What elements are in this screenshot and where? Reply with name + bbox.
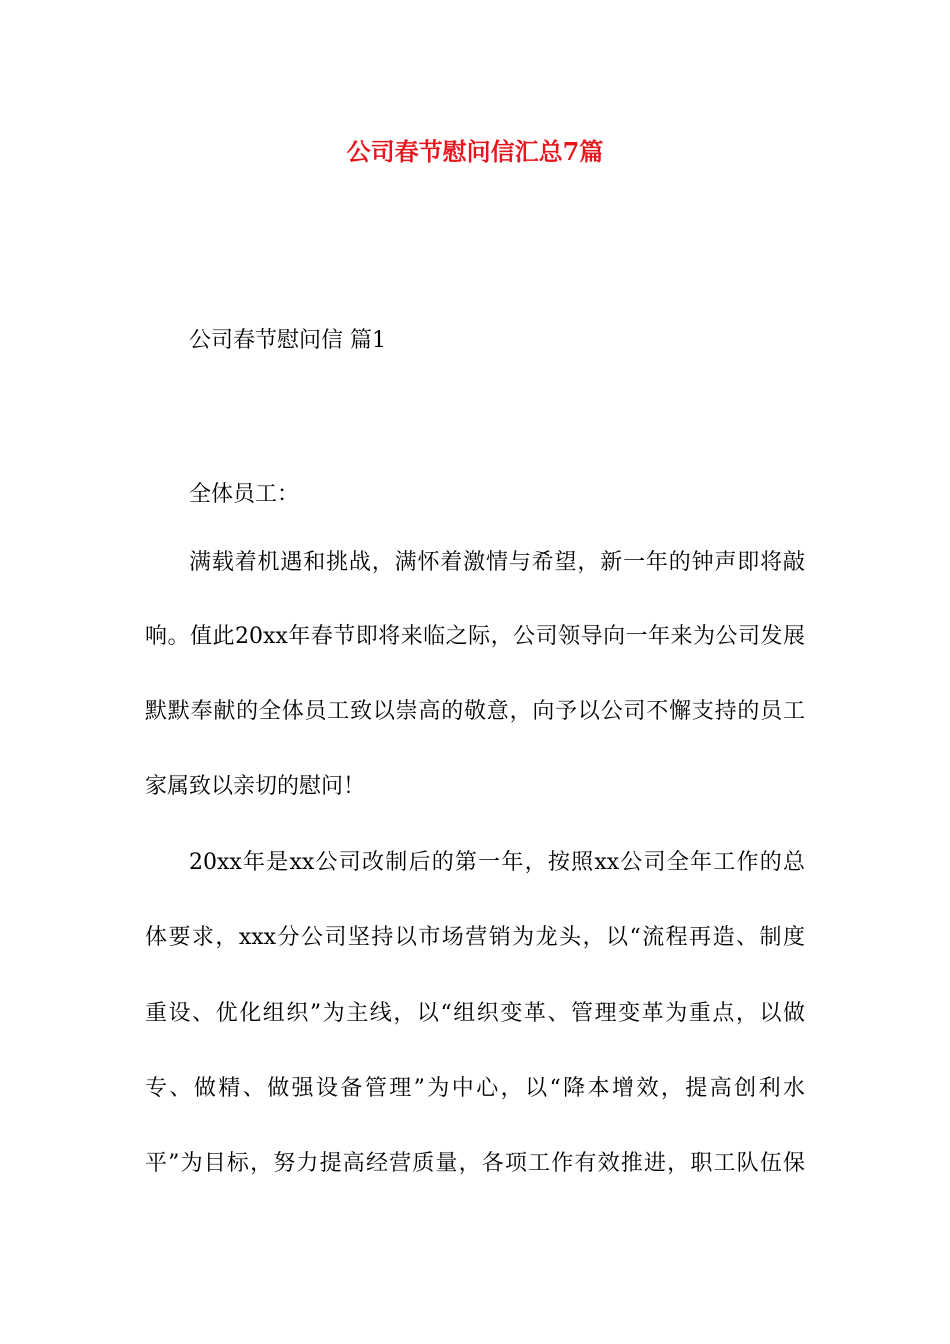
paragraph-line: 家属致以亲切的慰问！	[145, 774, 366, 799]
document-title: 公司春节慰问信汇总7篇	[346, 137, 604, 166]
paragraph-line: 满载着机遇和挑战，满怀着激情与希望，新一年的钟声即将敲	[189, 550, 805, 575]
paragraph-line: 重设、优化组织”为主线，以“组织变革、管理变革为重点，以做	[145, 1001, 805, 1026]
salutation: 全体员工：	[189, 482, 300, 507]
paragraph-line: 响。值此20xx年春节即将来临之际，公司领导向一年来为公司发展	[145, 624, 805, 649]
paragraph-line: 专、做精、做强设备管理”为中心，以“降本增效，提高创利水	[145, 1076, 805, 1101]
paragraph-line: 默默奉献的全体员工致以崇高的敬意，向予以公司不懈支持的员工	[145, 699, 805, 724]
paragraph-line: 20xx年是xx公司改制后的第一年，按照xx公司全年工作的总	[189, 850, 805, 875]
section-heading: 公司春节慰问信 篇1	[189, 328, 386, 353]
paragraph-line: 平”为目标，努力提高经营质量，各项工作有效推进，职工队伍保	[145, 1151, 805, 1176]
paragraph-line: 体要求，xxx分公司坚持以市场营销为龙头，以“流程再造、制度	[145, 925, 805, 950]
